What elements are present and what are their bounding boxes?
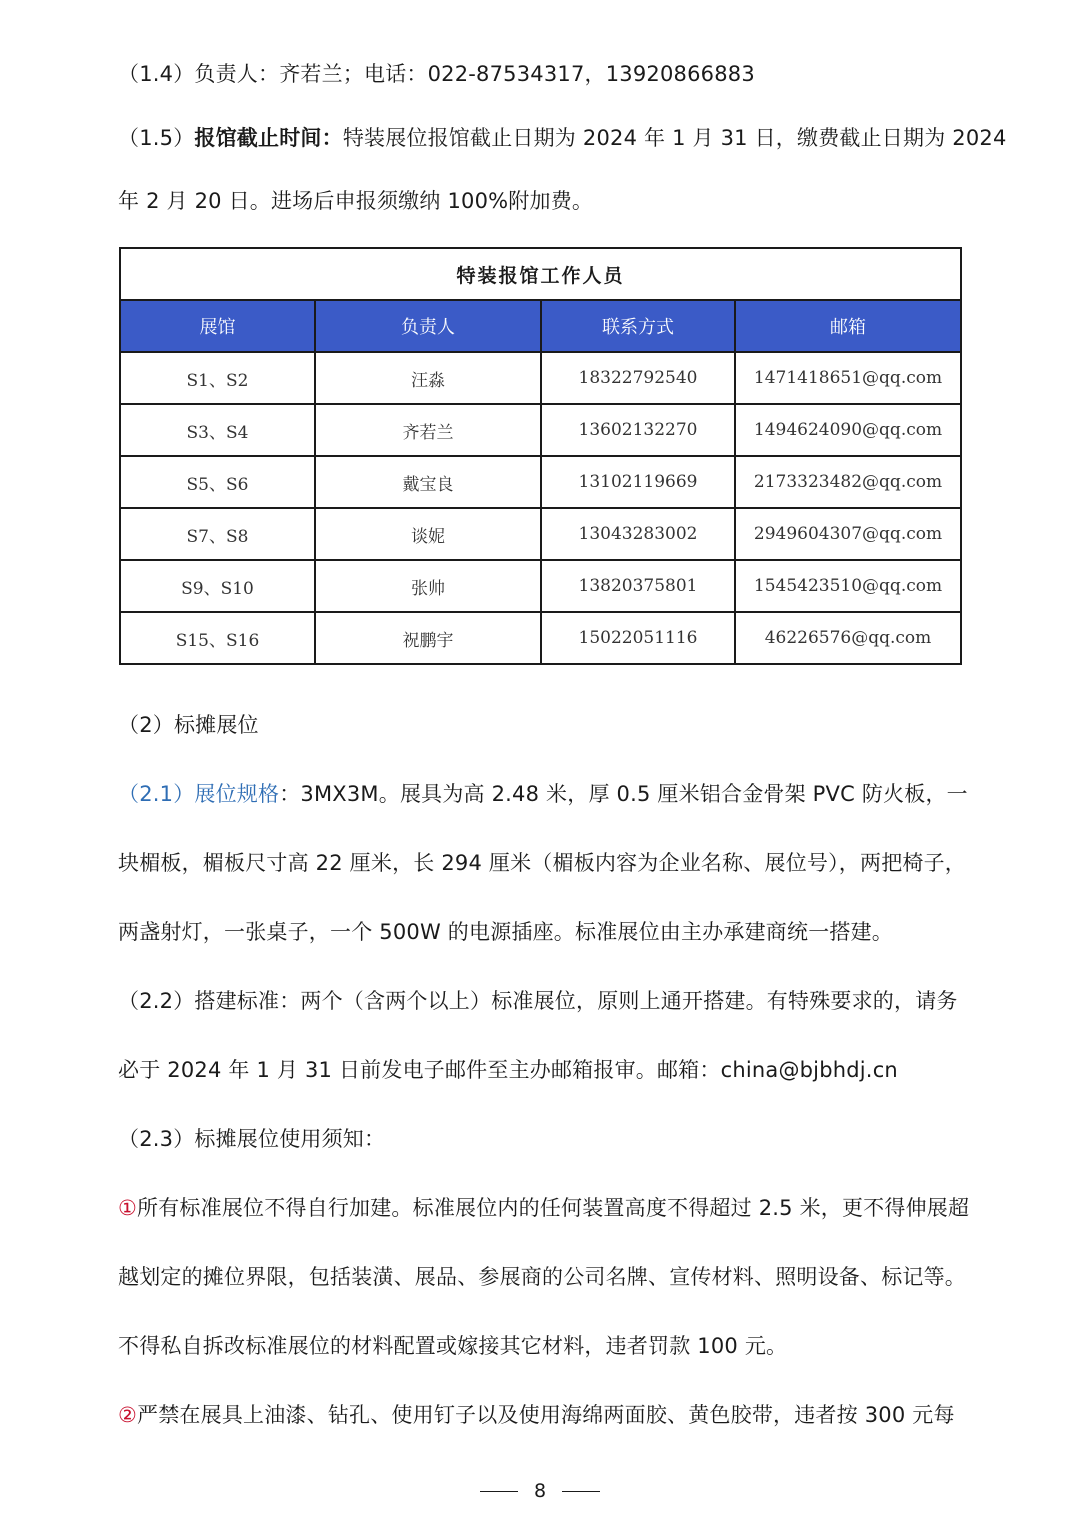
column-header-person: 负责人: [315, 300, 541, 352]
spec-line: [118, 780, 968, 808]
deadline-line-cont: 年 2 月 20 日。进场后申报须缴纳 100%附加费。: [118, 189, 594, 213]
section-heading-standard-booth: （2）标摊展位: [118, 713, 259, 737]
cell-phone: 15022051116: [541, 612, 735, 664]
table-header-row: [120, 300, 961, 352]
column-header-hall: 展馆: [120, 300, 315, 352]
cell-email: 1471418651@qq.com: [735, 352, 961, 404]
cell-phone: 13602132270: [541, 404, 735, 456]
table-title: 特装报馆工作人员: [120, 248, 961, 300]
rule-1-marker: ①: [118, 1196, 138, 1220]
cell-person: 汪淼: [315, 352, 541, 404]
rule-2-marker: ②: [118, 1403, 138, 1427]
spec-text: ：3MX3M。展具为高 2.48 米，厚 0.5 厘米铝合金骨架 PVC 防火板，一: [279, 782, 968, 806]
cell-phone: 13820375801: [541, 560, 735, 612]
cell-person: 戴宝良: [315, 456, 541, 508]
cell-email: 1545423510@qq.com: [735, 560, 961, 612]
cell-person: 齐若兰: [315, 404, 541, 456]
page-number: 8: [533, 1480, 547, 1502]
table-row: [120, 456, 961, 508]
cell-email: 46226576@qq.com: [735, 612, 961, 664]
cell-hall: S5、S6: [120, 456, 315, 508]
table-row: [120, 560, 961, 612]
column-header-email: 邮箱: [735, 300, 961, 352]
spec-line-cont-1: 块楣板，楣板尺寸高 22 厘米，长 294 厘米（楣板内容为企业名称、展位号），两把椅子，: [118, 851, 967, 875]
cell-hall: S1、S2: [120, 352, 315, 404]
staff-table: [119, 247, 962, 665]
cell-phone: 18322792540: [541, 352, 735, 404]
cell-hall: S9、S10: [120, 560, 315, 612]
cell-person: 谈妮: [315, 508, 541, 560]
cell-hall: S15、S16: [120, 612, 315, 664]
rule-2-line: [118, 1401, 955, 1429]
cell-email: 2949604307@qq.com: [735, 508, 961, 560]
cell-email: 1494624090@qq.com: [735, 404, 961, 456]
cell-email: 2173323482@qq.com: [735, 456, 961, 508]
cell-person: 张帅: [315, 560, 541, 612]
column-header-contact: 联系方式: [541, 300, 735, 352]
cell-hall: S3、S4: [120, 404, 315, 456]
usage-notice-heading: （2.3）标摊展位使用须知：: [118, 1127, 386, 1151]
footer-dash-left: [480, 1491, 518, 1492]
table-row: [120, 612, 961, 664]
table-row: [120, 352, 961, 404]
table-row: [120, 404, 961, 456]
build-standard-line: （2.2）搭建标准：两个（含两个以上）标准展位，原则上通开搭建。有特殊要求的，请务: [118, 989, 958, 1013]
page-footer: [0, 1480, 1080, 1502]
rule-1-line: [118, 1194, 969, 1222]
rule-1-text: 所有标准展位不得自行加建。标准展位内的任何装置高度不得超过 2.5 米，更不得伸展超: [137, 1196, 970, 1220]
footer-dash-right: [562, 1491, 600, 1492]
rule-1-line-cont-2: 不得私自拆改标准展位的材料配置或嫁接其它材料，违者罚款 100 元。: [118, 1334, 788, 1358]
deadline-prefix: （1.5）: [118, 126, 195, 150]
table-row: [120, 508, 961, 560]
cell-phone: 13102119669: [541, 456, 735, 508]
cell-person: 祝鹏宇: [315, 612, 541, 664]
build-standard-line-cont: 必于 2024 年 1 月 31 日前发电子邮件至主办邮箱报审。邮箱：china@bjbhdj.cn: [118, 1058, 898, 1082]
deadline-line: [118, 124, 1007, 152]
cell-phone: 13043283002: [541, 508, 735, 560]
deadline-text: 特装展位报馆截止日期为 2024 年 1 月 31 日，缴费截止日期为 2024: [342, 126, 1007, 150]
contact-line: （1.4）负责人：齐若兰；电话：022-87534317，13920866883: [118, 62, 755, 86]
spec-label: （2.1）展位规格: [118, 782, 280, 806]
table-title-row: [120, 248, 961, 300]
spec-line-cont-2: 两盏射灯，一张桌子，一个 500W 的电源插座。标准展位由主办承建商统一搭建。: [118, 920, 893, 944]
rule-1-line-cont-1: 越划定的摊位界限，包括装潢、展品、参展商的公司名牌、宣传材料、照明设备、标记等。: [118, 1265, 966, 1289]
deadline-label: 报馆截止时间：: [194, 126, 343, 150]
rule-2-text: 严禁在展具上油漆、钻孔、使用钉子以及使用海绵两面胶、黄色胶带，违者按 300 元每: [137, 1403, 955, 1427]
cell-hall: S7、S8: [120, 508, 315, 560]
